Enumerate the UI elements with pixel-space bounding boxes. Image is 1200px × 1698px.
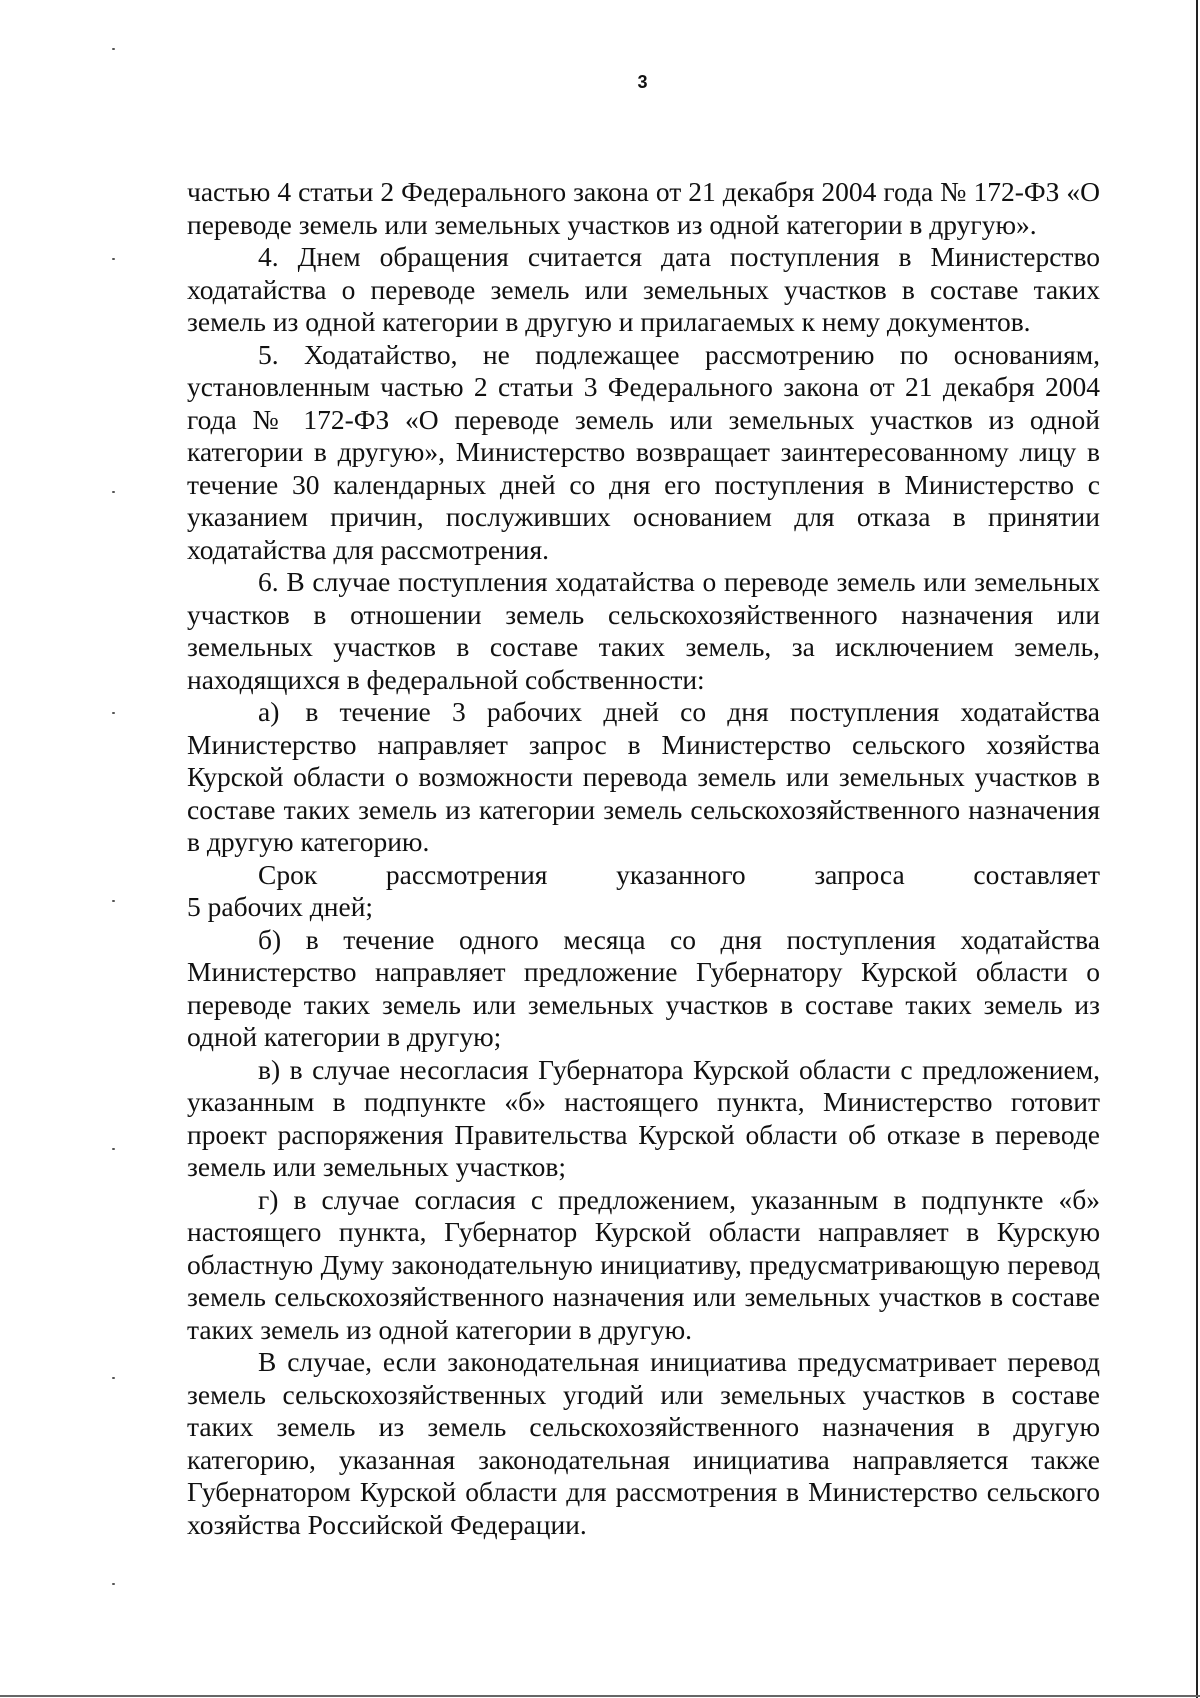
scan-artifact (112, 1148, 115, 1150)
scan-artifact (112, 1583, 115, 1585)
scan-artifact (112, 900, 115, 902)
subparagraph-a-text: в течение 3 рабочих дней со дня поступления ходатайства Министерство направляет запрос в Министерство сельского хозяйства Курской области о возможности перевода земель или земельных участков в составе таких земель из категории земель сельскохозяйственного назначения в другую категорию. (187, 696, 1100, 857)
scan-artifact (112, 712, 115, 714)
page-edge-right (1196, 0, 1198, 1698)
paragraph-item-5: 5. Ходатайство, не подлежащее рассмотрению по основаниям, установленным частью 2 статьи 3 Федерального закона от 21 декабря 2004 года № 172-ФЗ «О переводе земель или земельных участков из одной категории в другую», Министерство возвращает заинтересованному лицу в течение 30 календарных дней со дня его поступления в Министерство с указанием причин, послуживших основанием для отказа в принятии ходатайства для рассмотрения. (187, 338, 1100, 565)
subparagraph-v: в) в случае несогласия Губернатора Курской области с предложением, указанным в подпункте «б» настоящего пункта, Министерство готовит проект распоряжения Правительства Курской области об отказе в переводе земель или земельных участков; (187, 1053, 1100, 1182)
page-number: 3 (637, 72, 648, 92)
subparagraph-a (187, 696, 1100, 859)
scan-artifact (112, 48, 115, 50)
scan-artifact (112, 1377, 115, 1379)
page-edge-bottom (0, 1695, 1200, 1697)
paragraph-item-4: 4. Днем обращения считается дата поступления в Министерство ходатайства о переводе земель или земельных участков в составе таких земель из одной категории в другую и прилагаемых к нему документов. (187, 241, 1100, 337)
scan-artifact (112, 491, 115, 493)
paragraph-deadline-line2: 5 рабочих дней; (187, 891, 374, 922)
subparagraph-g: г) в случае согласия с предложением, указанным в подпункте «б» настоящего пункта, Губернатор Курской области направляет в Курскую областную Думу законодательную инициативу, предусматривающую перевод земель сельскохозяйственного назначения или земельных участков в составе таких земель из одной категории в другую. (187, 1183, 1100, 1345)
paragraph-legislative-initiative: В случае, если законодательная инициатива предусматривает перевод земель сельскохозяйственных угодий или земельных участков в составе таких земель из земель сельскохозяйственного назначения в другую категорию, указанная законодательная инициатива направляется также Губернатором Курской области для рассмотрения в Министерство сельского хозяйства Российской Федерации. (187, 1346, 1100, 1540)
paragraph-item-6: 6. В случае поступления ходатайства о переводе земель или земельных участков в отношении земель сельскохозяйственного назначения или земельных участков в составе таких земель, за исключением земель, находящихся в федеральной собственности: (187, 566, 1100, 695)
subparagraph-b: б) в течение одного месяца со дня поступления ходатайства Министерство направляет предложение Губернатору Курской области о переводе таких земель или земельных участков в составе таких земель из одной категории в другую; (187, 923, 1100, 1052)
scan-artifact (112, 258, 115, 260)
paragraph-continuation: частью 4 статьи 2 Федерального закона от 21 декабря 2004 года № 172-ФЗ «О переводе земель или земельных участков из одной категории в другую». (187, 176, 1100, 240)
paragraph-deadline-line1: Срок рассмотрения указанного запроса составляет (258, 858, 1100, 890)
document-body (187, 176, 1100, 1541)
subparagraph-a-marker: а) (258, 696, 280, 727)
